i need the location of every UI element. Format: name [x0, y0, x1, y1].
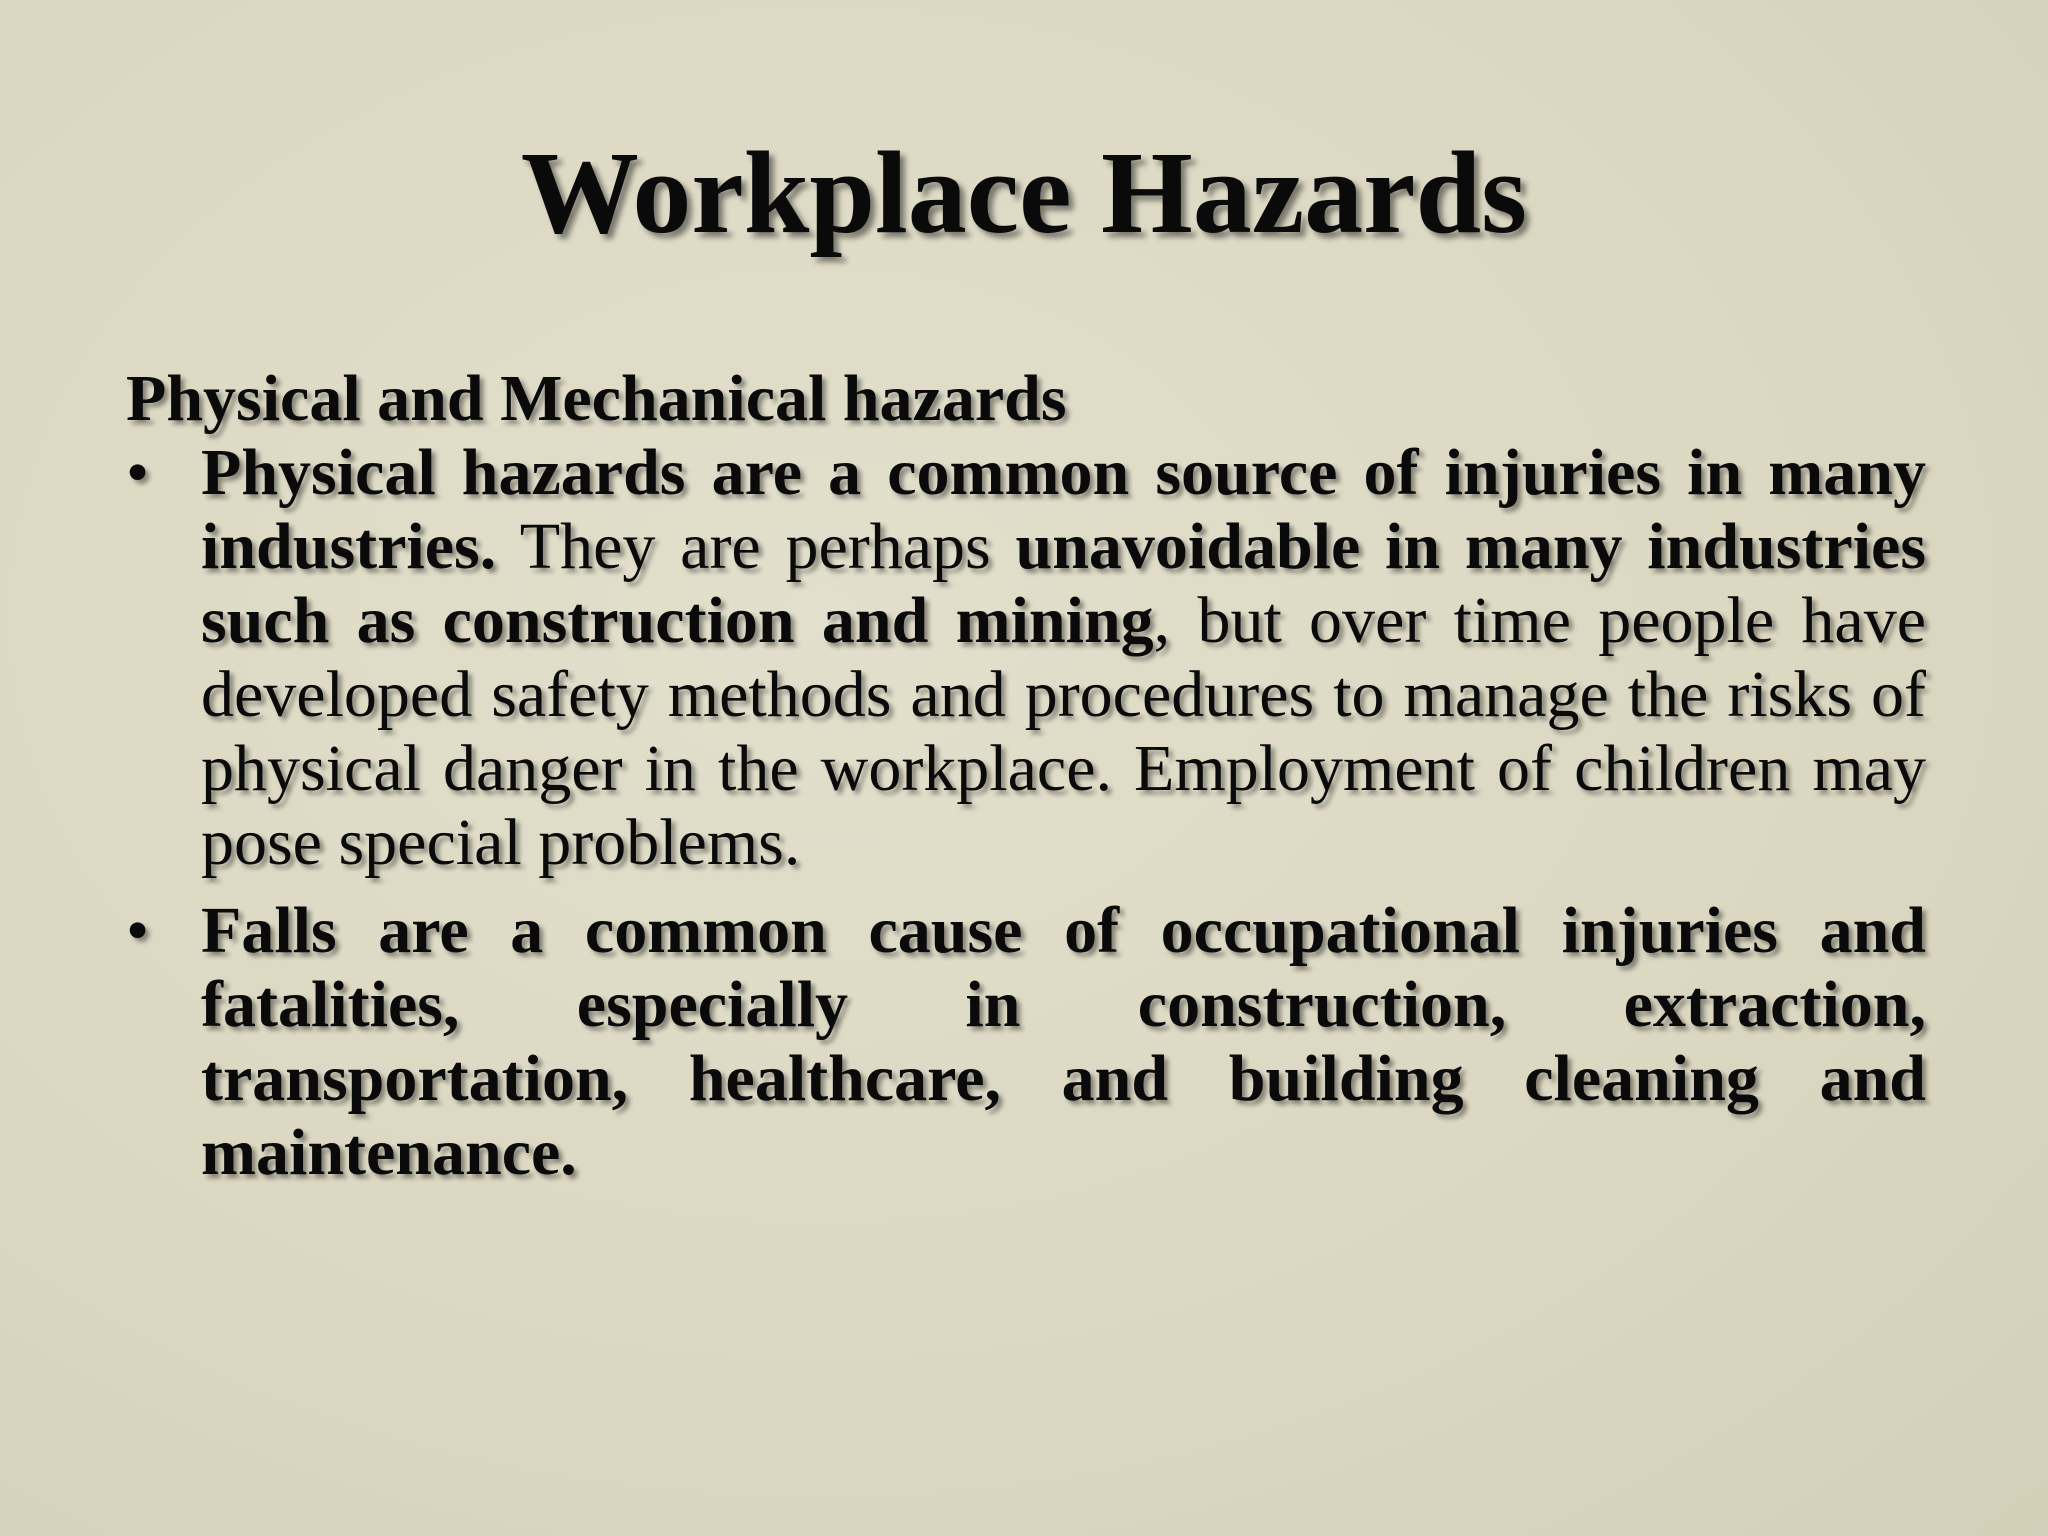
bullet-item-physical-hazards: [126, 436, 1926, 880]
slide-title: Workplace Hazards: [520, 127, 1528, 258]
bullet-text-regular: , but over time people have developed safety methods and procedures to manage the risks of physical danger in the workplace. Employment of children may pose special problems.: [201, 584, 1926, 879]
bullet-text-bold: Physical hazards are a common source of injuries in many industries.: [201, 436, 1926, 583]
bullet-text-regular: They are perhaps: [496, 510, 1016, 583]
bullet-item-falls: [126, 894, 1926, 1190]
bullet-text-bold: Falls are a common cause of occupational injuries and fatalities, especially in construction, extraction, transportation, healthcare, and building cleaning and maintenance.: [201, 894, 1926, 1189]
bullet-icon: •: [126, 436, 150, 509]
slide-content: [126, 362, 1926, 1204]
bullet-icon: •: [126, 894, 150, 967]
bullet-text-bold: unavoidable in many industries such as construction and mining: [201, 510, 1927, 657]
bullet-list: [126, 436, 1926, 1190]
section-heading: Physical and Mechanical hazards: [126, 362, 1067, 435]
